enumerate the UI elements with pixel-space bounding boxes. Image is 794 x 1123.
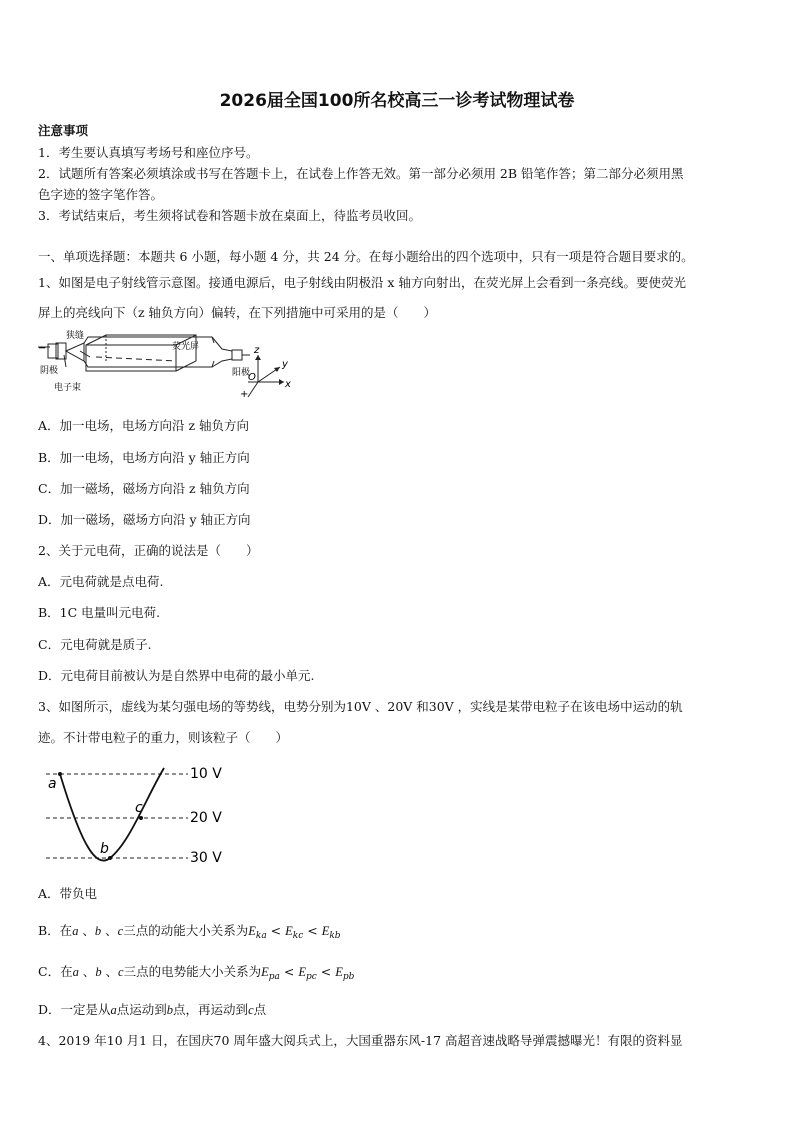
q3-stem-line2: 迹。不计带电粒子的重力，则该粒子（ ） [38, 730, 289, 745]
q3-option-b: B．在a 、b 、c三点的动能大小关系为$E_{ka} < E_{kc} < E_{kb}$ [38, 923, 341, 941]
axis-y-label: y [282, 359, 288, 370]
q1-option-d: D．加一磁场，磁场方向沿 y 轴正方向 [38, 512, 251, 527]
q3-option-c: C．在a 、b 、c三点的电势能大小关系为$E_{pa} < E_{pc} < E_{pb}$ [38, 964, 355, 982]
q3-option-a: A．带负电 [38, 886, 98, 901]
point-a-label: a [48, 776, 57, 792]
label-anode: 阳极 [232, 368, 251, 378]
q1-option-b: B．加一电场，电场方向沿 y 轴正方向 [38, 450, 250, 465]
potential-label-20v: 20 V [190, 810, 222, 826]
label-screen: 荧光屏 [172, 342, 200, 352]
page-title: 2026届全国100所名校高三一诊考试物理试卷 [219, 91, 575, 111]
q2-option-c: C．元电荷就是质子. [38, 637, 152, 652]
label-beam: 电子束 [54, 383, 82, 393]
potential-label-10v: 10 V [190, 766, 222, 782]
axis-x-label: x [285, 379, 291, 390]
q1-stem-line2: 屏上的亮线向下（z 轴负方向）偏转，在下列措施中可采用的是（ ） [38, 305, 437, 320]
notice-item: 1．考生要认真填写考场号和座位序号。 [38, 145, 259, 160]
point-c-label: c [135, 800, 143, 816]
q1-option-c: C．加一磁场，磁场方向沿 z 轴负方向 [38, 481, 250, 496]
label-cathode: 阴极 [40, 366, 59, 376]
q3-stem-line1: 3、如图所示，虚线为某匀强电场的等势线，电势分别为10V 、20V 和30V ，实线是某带电粒子在该电场中运动的轨 [38, 699, 683, 714]
q1-option-a: A．加一电场，电场方向沿 z 轴负方向 [38, 418, 250, 433]
q3-figure-equipotential [40, 760, 250, 870]
plus-sign: + [240, 389, 249, 400]
q1-figure-crt [36, 327, 296, 402]
notice-item: 2．试题所有答案必须填涂或书写在答题卡上，在试卷上作答无效。第一部分必须用 2B 铅笔作答；第二部分必须用黑 [38, 166, 684, 181]
q4-stem-line1: 4、2019 年10 月1 日，在国庆70 周年盛大阅兵式上，大国重器东风-17 高超音速战略导弹震撼曝光！有限的资料显 [38, 1033, 683, 1048]
minus-sign: − [38, 343, 47, 354]
q2-option-d: D．元电荷目前被认为是自然界中电荷的最小单元. [38, 668, 315, 683]
notice-item: 色字迹的签字笔作答。 [38, 187, 164, 202]
axis-z-label: z [254, 345, 260, 356]
section-heading: 一、单项选择题：本题共 6 小题，每小题 4 分，共 24 分。在每小题给出的四个选项中，只有一项是符合题目要求的。 [38, 249, 694, 264]
notice-heading: 注意事项 [38, 123, 89, 138]
q2-option-b: B．1C 电量叫元电荷. [38, 605, 161, 620]
notice-item: 3．考试结束后，考生须将试卷和答题卡放在桌面上，待监考员收回。 [38, 208, 421, 223]
q2-option-a: A．元电荷就是点电荷. [38, 574, 164, 589]
q1-stem-line1: 1、如图是电子射线管示意图。接通电源后，电子射线由阴极沿 x 轴方向射出，在荧光屏上会看到一条亮线。要使荧光 [38, 275, 686, 290]
label-slit: 狭缝 [66, 331, 85, 341]
q3-option-d: D．一定是从a点运动到b点，再运动到c点 [38, 1002, 267, 1017]
potential-label-30v: 30 V [190, 850, 222, 866]
point-b-label: b [100, 841, 109, 857]
q2-stem: 2、关于元电荷，正确的说法是（ ） [38, 543, 259, 558]
origin-label: O [248, 372, 256, 383]
